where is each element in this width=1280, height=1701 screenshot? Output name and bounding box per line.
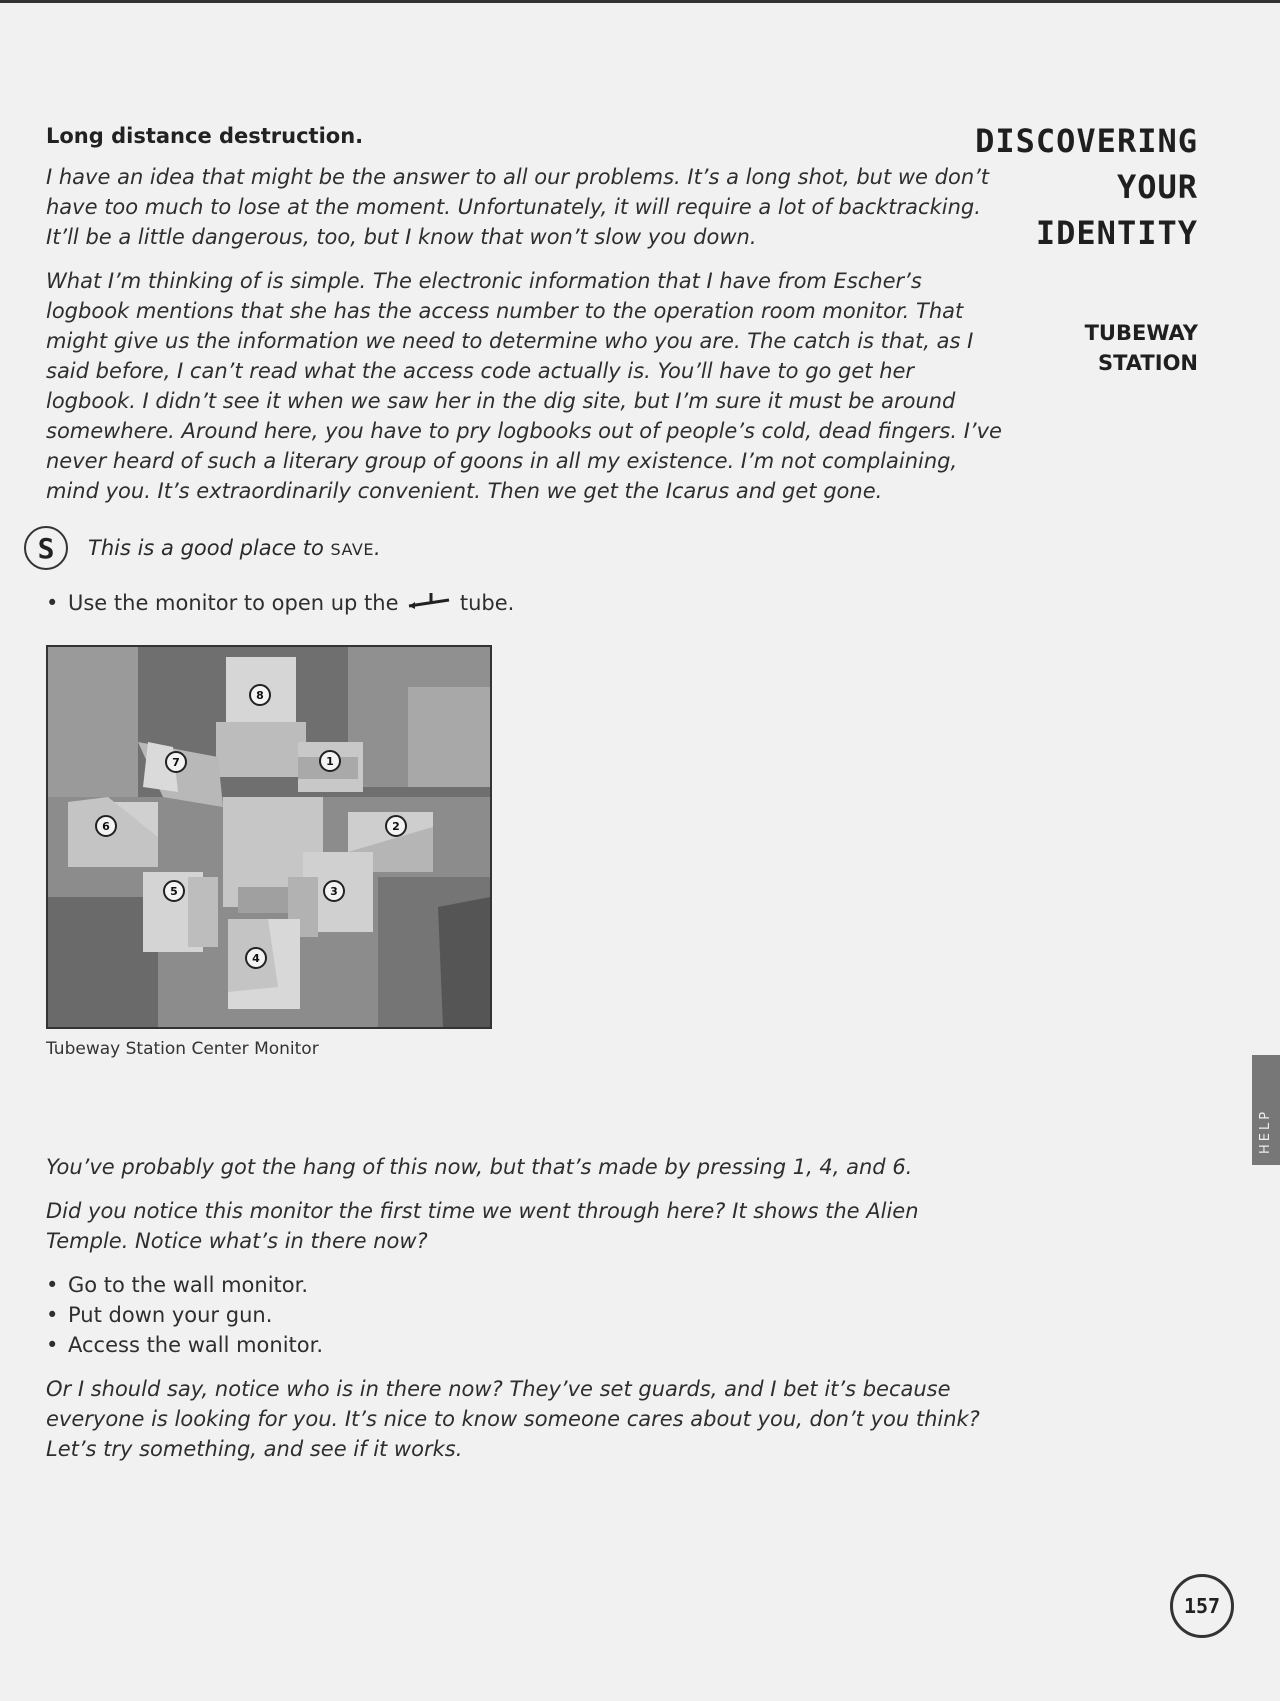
monitor-marker-7[interactable]: 7 bbox=[165, 751, 187, 773]
section-subtitle bbox=[1085, 318, 1198, 378]
bullet-dot: • bbox=[46, 1303, 59, 1327]
save-prefix: This is a good place to bbox=[88, 536, 331, 560]
bullet-text-before: Use the monitor to open up the bbox=[68, 591, 399, 615]
monitor-marker-3[interactable]: 3 bbox=[323, 880, 345, 902]
monitor-caption: Tubeway Station Center Monitor bbox=[46, 1039, 319, 1059]
chapter-title bbox=[975, 118, 1198, 256]
paragraph-1: I have an idea that might be the answer to all our problems. It’s a long shot, but we don’t have too much to lose at the moment. Unfortunately, it will require a lot of backtracking. It’ll be a little dangerous, too, but I know that won’t slow you down. bbox=[46, 165, 990, 249]
save-icon: S bbox=[24, 526, 68, 570]
chapter-title-line-1: DISCOVERING bbox=[975, 122, 1198, 160]
monitor-marker-1[interactable]: 1 bbox=[319, 750, 341, 772]
monitor-marker-8[interactable]: 8 bbox=[249, 684, 271, 706]
main-content bbox=[37, 124, 1006, 1059]
paragraph-2: What I’m thinking of is simple. The electronic information that I have from Escher’s logbook mentions that she has the access number to the operation room monitor. That might give us the information we need to determine who you are. The catch is that, as I said before, I can’t read what the access code actually is. You’ll have to go get her logbook. I didn’t see it when we saw her in the dig site, but I’m sure it must be around somewhere. Around here, you have to pry logbooks out of people’s cold, dead fingers. I’ve never heard of such a literary group of goons in all my existence. I’m not complaining, mind you. It’s extraordinarily convenient. Then we get the Icarus and get gone. bbox=[46, 269, 1002, 503]
section-subtitle-line-1: TUBEWAY bbox=[1084, 321, 1198, 345]
monitor-marker-4[interactable]: 4 bbox=[245, 947, 267, 969]
page-number: 157 bbox=[1170, 1574, 1234, 1638]
monitor-marker-6[interactable]: 6 bbox=[95, 815, 117, 837]
section-heading: Long distance destruction. bbox=[46, 124, 364, 148]
list-item bbox=[46, 1300, 1006, 1330]
monitor-screenshot bbox=[46, 645, 492, 1029]
list-item-text: Go to the wall monitor. bbox=[68, 1273, 308, 1297]
list-item bbox=[46, 1270, 1006, 1300]
monitor-scene bbox=[48, 647, 490, 1027]
paragraph-5: Or I should say, notice who is in there now? They’ve set guards, and I bet it’s because everyone is looking for you. It’s nice to know someone cares about you, don’t you think? Let’s try something, and see if it works. bbox=[46, 1377, 980, 1461]
save-text bbox=[88, 536, 381, 560]
chapter-title-line-2: YOUR bbox=[1116, 168, 1198, 206]
save-word: SAVE bbox=[330, 540, 374, 559]
help-tab[interactable] bbox=[1252, 1055, 1280, 1165]
section-subtitle-line-2: STATION bbox=[1097, 351, 1198, 375]
list-item-text: Access the wall monitor. bbox=[68, 1333, 324, 1357]
monitor-marker-2[interactable]: 2 bbox=[385, 815, 407, 837]
paragraph-3: You’ve probably got the hang of this now, but that’s made by pressing 1, 4, and 6. bbox=[46, 1155, 913, 1179]
top-rule bbox=[0, 0, 1280, 3]
tube-symbol-icon bbox=[407, 589, 451, 619]
instruction-list bbox=[46, 1270, 1006, 1360]
bullet-use-monitor bbox=[46, 588, 1006, 619]
monitor-marker-5[interactable]: 5 bbox=[163, 880, 185, 902]
list-item bbox=[46, 1330, 1006, 1360]
bullet-text-after: tube. bbox=[459, 591, 515, 615]
save-hint bbox=[24, 526, 1006, 570]
chapter-title-line-3: IDENTITY bbox=[1035, 214, 1198, 252]
help-tab-label: HELP bbox=[1258, 1108, 1274, 1155]
bullet-dot: • bbox=[46, 591, 59, 615]
save-suffix: . bbox=[373, 536, 381, 560]
list-item-text: Put down your gun. bbox=[68, 1303, 273, 1327]
paragraph-4: Did you notice this monitor the first time we went through here? It shows the Alien Temple. Notice what’s in there now? bbox=[46, 1199, 919, 1253]
lower-content bbox=[46, 1152, 1006, 1478]
bullet-dot: • bbox=[46, 1273, 59, 1297]
bullet-dot: • bbox=[46, 1333, 59, 1357]
